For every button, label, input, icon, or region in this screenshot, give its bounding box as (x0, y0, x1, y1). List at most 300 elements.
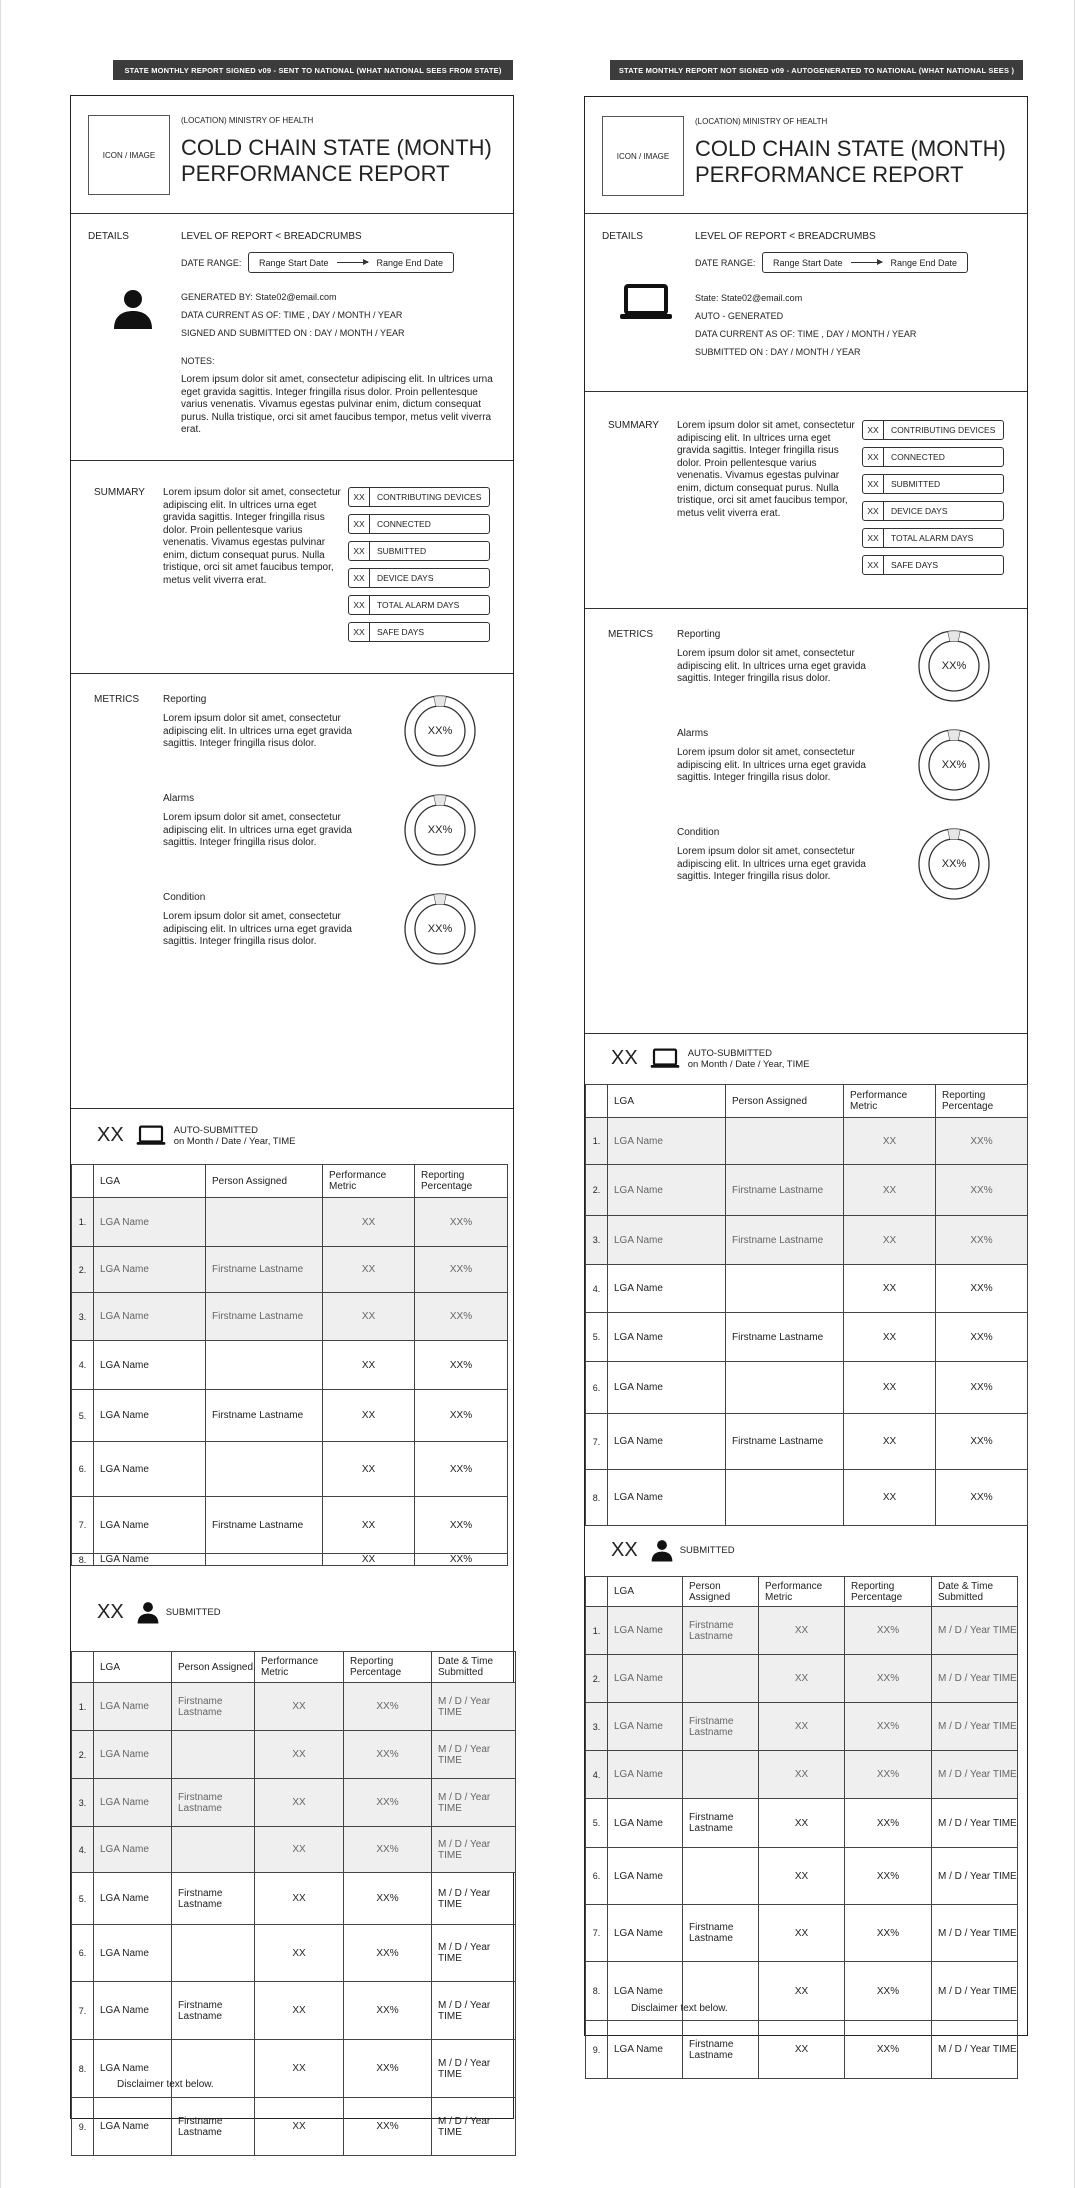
date-range-label: DATE RANGE: (695, 258, 756, 268)
summary-chip[interactable] (862, 528, 1004, 548)
cell-n: 1. (586, 1607, 608, 1655)
date-range-field[interactable] (762, 252, 968, 273)
cell-n: 5. (72, 1390, 94, 1442)
cell-person (206, 1442, 323, 1497)
table-row[interactable] (72, 1497, 508, 1554)
cell-lga: LGA Name (608, 1414, 726, 1470)
cell-pct: XX% (936, 1470, 1028, 1526)
table-row[interactable] (72, 1779, 516, 1827)
cell-n: 6. (586, 1362, 608, 1414)
cell-date: M / D / Year TIME (432, 1982, 516, 2040)
cell-person: Firstname Lastname (206, 1293, 323, 1341)
cell-metric: XX (255, 1683, 344, 1731)
cell-lga: LGA Name (608, 1118, 726, 1165)
cell-lga: LGA Name (94, 1925, 172, 1982)
table-row[interactable] (586, 1414, 1028, 1470)
laptop-icon (650, 1048, 680, 1070)
metric-title: Reporting (163, 694, 207, 705)
chip-label: SUBMITTED (377, 546, 427, 556)
chip-count: XX (863, 475, 884, 493)
auto-submitted-table (585, 1084, 1028, 1526)
table-row[interactable] (586, 1905, 1018, 1962)
cell-pct: XX% (344, 1873, 432, 1925)
cell-n: 2. (586, 1655, 608, 1703)
disclaimer-text: Disclaimer text below. (117, 2079, 214, 2090)
summary-chip[interactable] (862, 501, 1004, 521)
table-row[interactable] (586, 1848, 1018, 1905)
cell-lga: LGA Name (94, 1683, 172, 1731)
column-header: Person Assigned (683, 1577, 759, 1607)
person-icon (650, 1538, 674, 1562)
chip-count: XX (349, 596, 370, 614)
cell-date: M / D / Year TIME (932, 1962, 1018, 2021)
summary-section (585, 392, 1027, 609)
details-label: DETAILS (602, 231, 643, 242)
table-row[interactable] (586, 1799, 1018, 1848)
column-header: Date & Time Submitted (932, 1577, 1018, 1607)
metric-value: XX% (427, 824, 453, 836)
table-row[interactable] (586, 1703, 1018, 1751)
arrow-right-icon (851, 262, 883, 263)
cell-metric: XX (844, 1265, 936, 1313)
table-row[interactable] (72, 1827, 516, 1873)
table-row[interactable] (586, 1362, 1028, 1414)
table-row[interactable] (72, 1873, 516, 1925)
details-line2: AUTO - GENERATED (695, 311, 784, 321)
table-row[interactable] (586, 1751, 1018, 1799)
cell-metric: XX (759, 1751, 845, 1799)
summary-chip[interactable] (348, 541, 490, 561)
summary-label: SUMMARY (94, 487, 145, 498)
summary-chip[interactable] (348, 514, 490, 534)
auto-submitted-table (71, 1164, 508, 1566)
chip-count: XX (349, 542, 370, 560)
notes-label: NOTES: (181, 356, 215, 366)
chip-count: XX (349, 488, 370, 506)
table-row[interactable] (72, 1982, 516, 2040)
cell-lga: LGA Name (608, 1703, 683, 1751)
cell-person: Firstname Lastname (206, 1390, 323, 1442)
cell-pct: XX% (415, 1390, 508, 1442)
details-section (585, 214, 1027, 392)
cell-metric: XX (844, 1470, 936, 1526)
cell-pct: XX% (845, 2021, 932, 2079)
column-header: Date & Time Submitted (432, 1652, 516, 1683)
cell-n: 7. (72, 1982, 94, 2040)
report-header (585, 97, 1027, 214)
cell-lga: LGA Name (608, 1265, 726, 1313)
cell-person: Firstname Lastname (683, 1799, 759, 1848)
metric-value: XX% (427, 725, 453, 737)
cell-metric: XX (323, 1198, 415, 1247)
cell-date: M / D / Year TIME (932, 1607, 1018, 1655)
table-row[interactable] (72, 1554, 508, 1566)
report-level-breadcrumb[interactable]: LEVEL OF REPORT < BREADCRUMBS (695, 231, 876, 242)
cell-date: M / D / Year TIME (432, 1683, 516, 1731)
cell-metric: XX (844, 1414, 936, 1470)
table-row[interactable] (72, 1731, 516, 1779)
cell-pct: XX% (845, 1905, 932, 1962)
disclaimer-text: Disclaimer text below. (631, 2003, 728, 2014)
cell-date: M / D / Year TIME (432, 1873, 516, 1925)
cell-pct: XX% (415, 1442, 508, 1497)
cell-pct: XX% (845, 1962, 932, 2021)
chip-label: SUBMITTED (891, 479, 941, 489)
metric-text: Lorem ipsum dolor sit amet, consectetur adipiscing elit. In ultrices urna eget gravida sagittis. Integer fringilla risus dolor. (163, 911, 352, 947)
table-header-row (72, 1652, 516, 1683)
cell-metric: XX (759, 1905, 845, 1962)
table-header-row (586, 1085, 1028, 1118)
summary-label: SUMMARY (608, 420, 659, 431)
cell-n: 3. (586, 1703, 608, 1751)
chip-label: DEVICE DAYS (377, 573, 434, 583)
logo-placeholder: ICON / IMAGE (602, 116, 684, 196)
column-header: LGA (94, 1165, 206, 1198)
column-header (72, 1165, 94, 1198)
cell-lga: LGA Name (94, 1779, 172, 1827)
range-start: Range Start Date (259, 257, 329, 268)
cell-metric: XX (844, 1118, 936, 1165)
cell-person (172, 1731, 255, 1779)
cell-metric: XX (255, 1827, 344, 1873)
cell-pct: XX% (344, 1683, 432, 1731)
cell-pct: XX% (415, 1341, 508, 1390)
cell-metric: XX (255, 2040, 344, 2098)
cell-metric: XX (323, 1293, 415, 1341)
cell-person: Firstname Lastname (726, 1216, 844, 1265)
metric-title: Condition (677, 827, 720, 838)
summary-chip[interactable] (862, 474, 1004, 494)
summary-chip[interactable] (348, 622, 490, 642)
cell-lga: LGA Name (94, 1731, 172, 1779)
cell-metric: XX (844, 1216, 936, 1265)
cell-pct: XX% (936, 1362, 1028, 1414)
cell-n: 8. (586, 1962, 608, 2021)
cell-n: 1. (72, 1198, 94, 1247)
cell-lga: LGA Name (94, 1198, 206, 1247)
cell-date: M / D / Year TIME (432, 2098, 516, 2156)
table-row[interactable] (72, 2098, 516, 2156)
cell-pct: XX% (415, 1247, 508, 1293)
table-header-row (586, 1577, 1018, 1607)
cell-pct: XX% (344, 1827, 432, 1873)
cell-lga: LGA Name (608, 1216, 726, 1265)
cell-person: Firstname Lastname (726, 1313, 844, 1362)
table-row[interactable] (72, 1925, 516, 1982)
details-section (71, 214, 513, 461)
chip-count: XX (349, 569, 370, 587)
column-header: Reporting Percentage (415, 1165, 508, 1198)
table-row[interactable] (72, 1198, 508, 1247)
cell-lga: LGA Name (94, 2040, 172, 2098)
cell-n: 7. (586, 1905, 608, 1962)
date-range-label: DATE RANGE: (181, 258, 242, 268)
submitted-header (97, 1600, 221, 1624)
right-banner: STATE MONTHLY REPORT NOT SIGNED v09 - AUTOGENERATED TO NATIONAL (WHAT NATIONAL SEES ) (610, 60, 1023, 80)
table-row[interactable] (586, 1118, 1028, 1165)
ministry-label: (LOCATION) MINISTRY OF HEALTH (181, 116, 314, 125)
cell-pct: XX% (936, 1216, 1028, 1265)
cell-person: Firstname Lastname (172, 1779, 255, 1827)
cell-metric: XX (323, 1247, 415, 1293)
metrics-section (71, 674, 513, 1109)
cell-person (726, 1362, 844, 1414)
summary-chip[interactable] (862, 420, 1004, 440)
cell-person: Firstname Lastname (683, 1703, 759, 1751)
cell-metric: XX (323, 1497, 415, 1554)
metric-donut-chart (403, 694, 477, 768)
table-row[interactable] (586, 1165, 1028, 1216)
cell-date: M / D / Year TIME (932, 1905, 1018, 1962)
report-header (71, 96, 513, 214)
submitted-label: SUBMITTED (165, 1606, 221, 1618)
cell-metric: XX (759, 1607, 845, 1655)
cell-pct: XX% (936, 1414, 1028, 1470)
summary-chip[interactable] (348, 595, 490, 615)
table-row[interactable] (72, 1683, 516, 1731)
cell-person (172, 1925, 255, 1982)
cell-lga: LGA Name (94, 1497, 206, 1554)
cell-lga: LGA Name (608, 1848, 683, 1905)
report-title-line1: COLD CHAIN STATE (MONTH) (695, 136, 1006, 161)
laptop-icon (136, 1125, 166, 1147)
column-header: Performance Metric (255, 1652, 344, 1683)
metric-donut-chart (917, 629, 991, 703)
cell-lga: LGA Name (608, 1905, 683, 1962)
cell-n: 4. (586, 1751, 608, 1799)
cell-n: 8. (72, 2040, 94, 2098)
cell-date: M / D / Year TIME (432, 1731, 516, 1779)
cell-person (206, 1198, 323, 1247)
summary-chip[interactable] (348, 487, 490, 507)
ministry-label: (LOCATION) MINISTRY OF HEALTH (695, 117, 828, 126)
submitted-count: XX (97, 1600, 124, 1623)
cell-n: 2. (72, 1731, 94, 1779)
cell-date: M / D / Year TIME (432, 1925, 516, 1982)
chip-count: XX (863, 421, 884, 439)
cell-person: Firstname Lastname (683, 1905, 759, 1962)
details-line1: State: State02@email.com (695, 293, 803, 303)
cell-date: M / D / Year TIME (932, 1655, 1018, 1703)
cell-n: 2. (586, 1165, 608, 1216)
cell-metric: XX (255, 1873, 344, 1925)
cell-date: M / D / Year TIME (932, 2021, 1018, 2079)
cell-pct: XX% (845, 1751, 932, 1799)
chip-label: DEVICE DAYS (891, 506, 948, 516)
table-row[interactable] (586, 1655, 1018, 1703)
cell-n: 4. (72, 1827, 94, 1873)
details-line2: DATA CURRENT AS OF: TIME , DAY / MONTH / YEAR (181, 310, 403, 320)
cell-metric: XX (844, 1313, 936, 1362)
cell-person (206, 1554, 323, 1566)
column-header: Person Assigned (172, 1652, 255, 1683)
chip-count: XX (863, 529, 884, 547)
cell-person (683, 1848, 759, 1905)
cell-person: Firstname Lastname (683, 1607, 759, 1655)
cell-lga: LGA Name (608, 1313, 726, 1362)
submitted-header (611, 1538, 735, 1562)
auto-line2: on Month / Date / Year, TIME (173, 1135, 296, 1147)
auto-line2: on Month / Date / Year, TIME (687, 1058, 810, 1070)
auto-submitted-label (688, 1048, 810, 1070)
chip-count: XX (349, 623, 370, 641)
table-row[interactable] (72, 1341, 508, 1390)
metric-donut-chart (917, 827, 991, 901)
summary-chip[interactable] (862, 447, 1004, 467)
cell-lga: LGA Name (608, 2021, 683, 2079)
cell-pct: XX% (845, 1607, 932, 1655)
cell-metric: XX (844, 1362, 936, 1414)
metric-text: Lorem ipsum dolor sit amet, consectetur adipiscing elit. In ultrices urna eget gravida sagittis. Integer fringilla risus dolor. (677, 747, 866, 783)
chip-label: CONTRIBUTING DEVICES (377, 492, 482, 502)
left-banner: STATE MONTHLY REPORT SIGNED v09 - SENT TO NATIONAL (WHAT NATIONAL SEES FROM STATE) (113, 60, 513, 80)
auto-submitted-header (97, 1124, 296, 1147)
cell-metric: XX (759, 1848, 845, 1905)
table-row[interactable] (586, 1607, 1018, 1655)
summary-chip[interactable] (862, 555, 1004, 575)
cell-pct: XX% (936, 1118, 1028, 1165)
cell-lga: LGA Name (94, 1247, 206, 1293)
cell-date: M / D / Year TIME (432, 1779, 516, 1827)
table-row[interactable] (586, 1313, 1028, 1362)
cell-person: Firstname Lastname (206, 1247, 323, 1293)
cell-n: 1. (72, 1683, 94, 1731)
table-row[interactable] (586, 1470, 1028, 1526)
cell-n: 8. (586, 1470, 608, 1526)
metric-value: XX% (941, 759, 967, 771)
chip-label: SAFE DAYS (377, 627, 425, 637)
summary-chip[interactable] (348, 568, 490, 588)
table-row[interactable] (586, 2021, 1018, 2079)
table-row[interactable] (586, 1216, 1028, 1265)
cell-n: 8. (72, 1554, 94, 1566)
metric-value: XX% (427, 923, 453, 935)
chip-count: XX (863, 556, 884, 574)
cell-lga: LGA Name (608, 1799, 683, 1848)
cell-person (726, 1470, 844, 1526)
report-title-line2: PERFORMANCE REPORT (181, 161, 450, 186)
metric-donut-chart (403, 793, 477, 867)
cell-lga: LGA Name (94, 1442, 206, 1497)
cell-n: 6. (72, 1442, 94, 1497)
auto-submitted-header (611, 1047, 810, 1070)
table-row[interactable] (586, 1265, 1028, 1313)
cell-pct: XX% (344, 1731, 432, 1779)
cell-pct: XX% (415, 1497, 508, 1554)
details-label: DETAILS (88, 231, 129, 242)
cell-metric: XX (255, 1982, 344, 2040)
cell-n: 3. (72, 1779, 94, 1827)
auto-count: XX (611, 1047, 638, 1069)
cell-date: M / D / Year TIME (932, 1703, 1018, 1751)
cell-lga: LGA Name (94, 1341, 206, 1390)
laptop-icon (619, 283, 673, 328)
person-icon (111, 286, 155, 335)
table-row[interactable] (72, 1293, 508, 1341)
metric-text: Lorem ipsum dolor sit amet, consectetur adipiscing elit. In ultrices urna eget gravida sagittis. Integer fringilla risus dolor. (677, 846, 866, 882)
date-range-field[interactable] (248, 252, 454, 273)
cell-date: M / D / Year TIME (432, 1827, 516, 1873)
cell-pct: XX% (936, 1313, 1028, 1362)
report-title-line1: COLD CHAIN STATE (MONTH) (181, 135, 492, 160)
cell-pct: XX% (936, 1265, 1028, 1313)
person-icon (136, 1600, 160, 1624)
cell-metric: XX (323, 1390, 415, 1442)
metric-donut-chart (917, 728, 991, 802)
cell-pct: XX% (415, 1554, 508, 1566)
table-row[interactable] (72, 1390, 508, 1442)
auto-line1: AUTO-SUBMITTED (173, 1124, 258, 1136)
range-end: Range End Date (376, 257, 443, 268)
details-line4: SUBMITTED ON : DAY / MONTH / YEAR (695, 347, 861, 357)
cell-metric: XX (323, 1341, 415, 1390)
cell-lga: LGA Name (608, 1362, 726, 1414)
metric-title: Alarms (163, 793, 195, 804)
cell-pct: XX% (845, 1799, 932, 1848)
cell-pct: XX% (344, 1982, 432, 2040)
cell-metric: XX (255, 2098, 344, 2156)
right-report-panel (584, 96, 1028, 2061)
chip-count: XX (349, 515, 370, 533)
cell-metric: XX (759, 1655, 845, 1703)
cell-person (726, 1265, 844, 1313)
cell-pct: XX% (344, 1779, 432, 1827)
summary-section (71, 461, 513, 674)
left-report-panel (70, 95, 514, 2138)
cell-lga: LGA Name (608, 1655, 683, 1703)
cell-pct: XX% (845, 1655, 932, 1703)
column-header: Reporting Percentage (936, 1085, 1028, 1118)
chip-label: CONNECTED (377, 519, 431, 529)
cell-metric: XX (844, 1165, 936, 1216)
range-end: Range End Date (890, 257, 957, 268)
cell-date: M / D / Year TIME (932, 1799, 1018, 1848)
column-header (72, 1652, 94, 1683)
cell-metric: XX (759, 2021, 845, 2079)
metric-value: XX% (941, 660, 967, 672)
cell-metric: XX (759, 1962, 845, 2021)
chip-label: TOTAL ALARM DAYS (377, 600, 460, 610)
cell-lga: LGA Name (94, 1982, 172, 2040)
cell-pct: XX% (344, 2098, 432, 2156)
cell-person: Firstname Lastname (172, 1683, 255, 1731)
auto-line1: AUTO-SUBMITTED (687, 1047, 772, 1059)
cell-lga: LGA Name (608, 1470, 726, 1526)
cell-n: 6. (586, 1848, 608, 1905)
cell-pct: XX% (936, 1165, 1028, 1216)
cell-n: 5. (586, 1313, 608, 1362)
report-title-line2: PERFORMANCE REPORT (695, 162, 964, 187)
column-header: Reporting Percentage (845, 1577, 932, 1607)
cell-person: Firstname Lastname (726, 1414, 844, 1470)
cell-lga: LGA Name (94, 1390, 206, 1442)
metrics-label: METRICS (608, 629, 653, 640)
table-row[interactable] (72, 1247, 508, 1293)
submitted-label: SUBMITTED (679, 1544, 735, 1556)
cell-person (206, 1341, 323, 1390)
notes-text: Lorem ipsum dolor sit amet, consectetur adipiscing elit. In ultrices urna eget gravida sagittis. Integer fringilla risus dolor. Proin pellentesque varius venenatis. Vivamus egestas pulvinar enim, dictum consequat purus. Nulla tristique, orci sit amet faucibus tempor, metus velit viverra erat. (181, 374, 493, 435)
report-level-breadcrumb[interactable]: LEVEL OF REPORT < BREADCRUMBS (181, 231, 362, 242)
cell-metric: XX (255, 1731, 344, 1779)
column-header: LGA (608, 1577, 683, 1607)
cell-n: 3. (586, 1216, 608, 1265)
metric-donut-chart (403, 892, 477, 966)
cell-n: 3. (72, 1293, 94, 1341)
cell-person: Firstname Lastname (683, 2021, 759, 2079)
cell-pct: XX% (845, 1703, 932, 1751)
table-row[interactable] (72, 1442, 508, 1497)
column-header: Performance Metric (323, 1165, 415, 1198)
